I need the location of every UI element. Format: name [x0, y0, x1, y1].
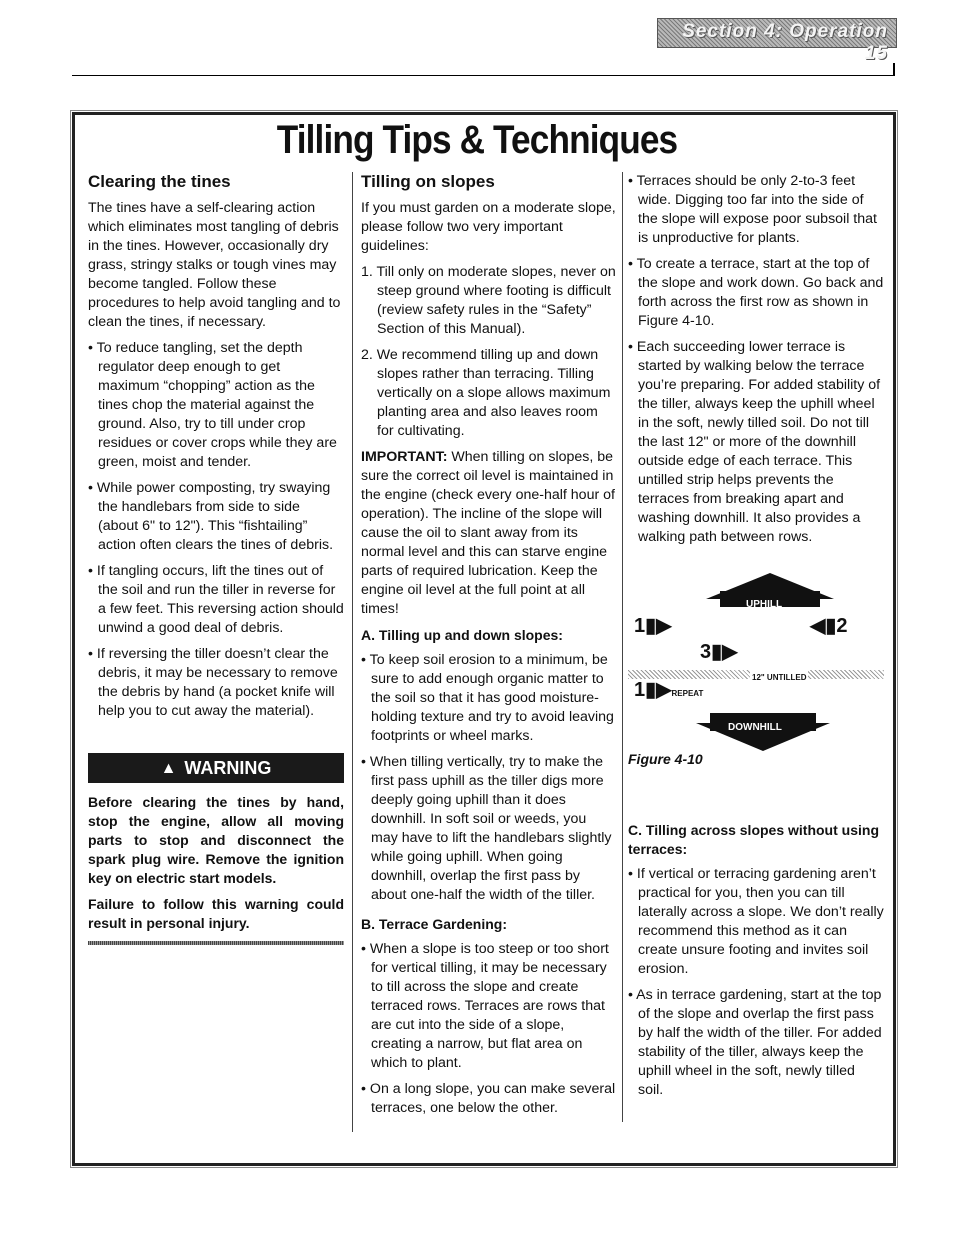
section-header-box: [657, 18, 897, 64]
list-item: • While power composting, try swaying the handlebars from side to side (about 6" to 12"). This “fishtailing” action often clears the tines of debris.: [88, 480, 334, 553]
heading-terrace: B. Terrace Gardening:: [361, 916, 508, 932]
important-note: [361, 448, 617, 619]
important-label: IMPORTANT:: [361, 449, 448, 465]
header-rule: [72, 75, 894, 76]
heading-tilling-slopes: Tilling on slopes: [361, 172, 495, 191]
tiller-pass-1-icon: 1▮▶: [634, 615, 672, 637]
list-item: • On a long slope, you can make several terraces, one below the other.: [361, 1081, 616, 1116]
untilled-label: 12" UNTILLED: [750, 668, 808, 687]
list-item: • To create a terrace, start at the top of the slope and work down. Go back and forth across the first row as shown in Figure 4-10.: [628, 256, 884, 329]
section-header-text: [658, 21, 888, 65]
slopes-intro: If you must garden on a moderate slope, please follow two very important guidelines:: [361, 200, 616, 254]
list-item: • When tilling vertically, try to make the first pass uphill as the tiller digs more deeply going uphill than it does downhill. In soft soil or weeds, you may have to lift the handlebars slightly while going uphill. When going downhill, overlap the first pass by about one-half the width of the tiller.: [361, 754, 612, 903]
warning-rule: [88, 941, 344, 945]
list-item: • If tangling occurs, lift the tines out of the soil and run the tiller in reverse for a few feet. This reversing action should unwind a good deal of debris.: [88, 563, 344, 636]
page-title: Tilling Tips & Techniques: [276, 118, 678, 162]
heading-clearing-tines: Clearing the tines: [88, 172, 231, 191]
list-item: • If vertical or terracing gardening aren’t practical for you, then you can till laterally across a slope. We don’t really recommend this method as it can create unsure footing and invites soil erosion.: [628, 866, 884, 977]
list-item: • When a slope is too steep or too short for vertical tilling, it may be necessary to till across the slope and create terraced rows. Terraces are rows that are cut into the side of a slope, creating a narrow, but flat area on which to plant.: [361, 941, 609, 1071]
column-divider-1: [352, 172, 353, 1132]
section-title: Section 4: Operation: [682, 21, 888, 42]
clearing-intro: The tines have a self-clearing action which eliminates most tangling of debris in the tines. However, occasionally dry grass, stringy stalks or tough vines may become tangled. Follow these procedures to help avoid tangling and to clean the tines, if necessary.: [88, 200, 341, 330]
important-text: When tilling on slopes, be sure the correct oil level is maintained in the engine (check every one-half hour of operation). The incline of the slope will cause the oil to slant away from its normal level and this can starve engine parts of required lubrication. Keep the engine oil level at the full point at all times!: [361, 449, 615, 617]
uphill-label: UPHILL: [746, 599, 783, 610]
list-item: • If reversing the tiller doesn’t clear the debris, it may be necessary to remove the debris by hand (a pocket knife will help you to cut away the material).: [88, 646, 338, 719]
list-item: 1. Till only on moderate slopes, never on steep ground where footing is difficult (review safety rules in the “Safety” Section of this Manual).: [361, 264, 616, 337]
tiller-pass-3-icon: 3▮▶: [700, 641, 738, 663]
list-item: • As in terrace gardening, start at the top of the slope and overlap the first pass by half the width of the tiller. For added stability of the tiller, always keep the uphill wheel in the soft, newly tilled soil.: [628, 987, 882, 1098]
list-item: • Terraces should be only 2-to-3 feet wide. Digging too far into the side of the slope will expose poor subsoil that is unproductive for plants.: [628, 173, 877, 246]
heading-across-slopes: C. Tilling across slopes without using terraces:: [628, 822, 879, 857]
warning-text-1: Before clearing the tines by hand, stop the engine, allow all moving parts to stop and disconnect the spark plug wire. Remove the ignition key on electric start models.: [88, 794, 344, 886]
warning-banner: [88, 753, 344, 783]
pass-number-repeat: 1: [634, 679, 646, 701]
heading-up-down: A. Tilling up and down slopes:: [361, 627, 563, 643]
repeat-label: REPEAT: [671, 689, 704, 698]
list-item: • Each succeeding lower terrace is started by walking below the terrace you’re preparing. For added stability of the tiller, always keep the uphill wheel in the soft, newly tilled soil. Do not till the last 12" or more of the downhill outside edge of each terrace. This untilled strip helps prevents the terraces from breaking apart and washing downhill. It also provides a walking path between rows.: [628, 339, 881, 545]
figure-terracing: [628, 565, 884, 750]
list-item: 2. We recommend tilling up and down slopes rather than terracing. Tilling vertically on a slope allows maximum planting area and also leaves room for cultivating.: [361, 347, 611, 439]
header-rule-tick: [893, 63, 895, 76]
figure-caption: Figure 4-10: [628, 751, 703, 767]
list-item: • To keep soil erosion to a minimum, be sure to add enough organic matter to the soil so that it has good moisture-holding texture and try to avoid leaving footprints or wheel marks.: [361, 652, 614, 744]
pass-number-2: 2: [836, 615, 848, 637]
downhill-label: DOWNHILL: [728, 722, 782, 733]
column-terraces: [628, 172, 884, 1107]
column-clearing-tines: [88, 172, 344, 945]
warning-label: WARNING: [184, 757, 272, 778]
pass-number-3: 3: [700, 641, 712, 663]
page-number: 15: [864, 43, 888, 64]
warning-triangle-icon: ▲: [160, 759, 177, 777]
tiller-pass-2-icon: ◀▮2: [810, 615, 848, 637]
column-divider-2: [622, 172, 623, 1122]
warning-text-2: Failure to follow this warning could result in personal injury.: [88, 896, 344, 931]
column-tilling-slopes: [361, 172, 617, 1125]
list-item: • To reduce tangling, set the depth regulator deep enough to get maximum “chopping” action as the tines chop the material against the ground. Also, try to till under crop residues or cover crops while they are green, moist and tender.: [88, 340, 337, 470]
pass-number-1: 1: [634, 615, 646, 637]
tiller-pass-repeat-icon: 1▮▶REPEAT: [634, 679, 704, 701]
